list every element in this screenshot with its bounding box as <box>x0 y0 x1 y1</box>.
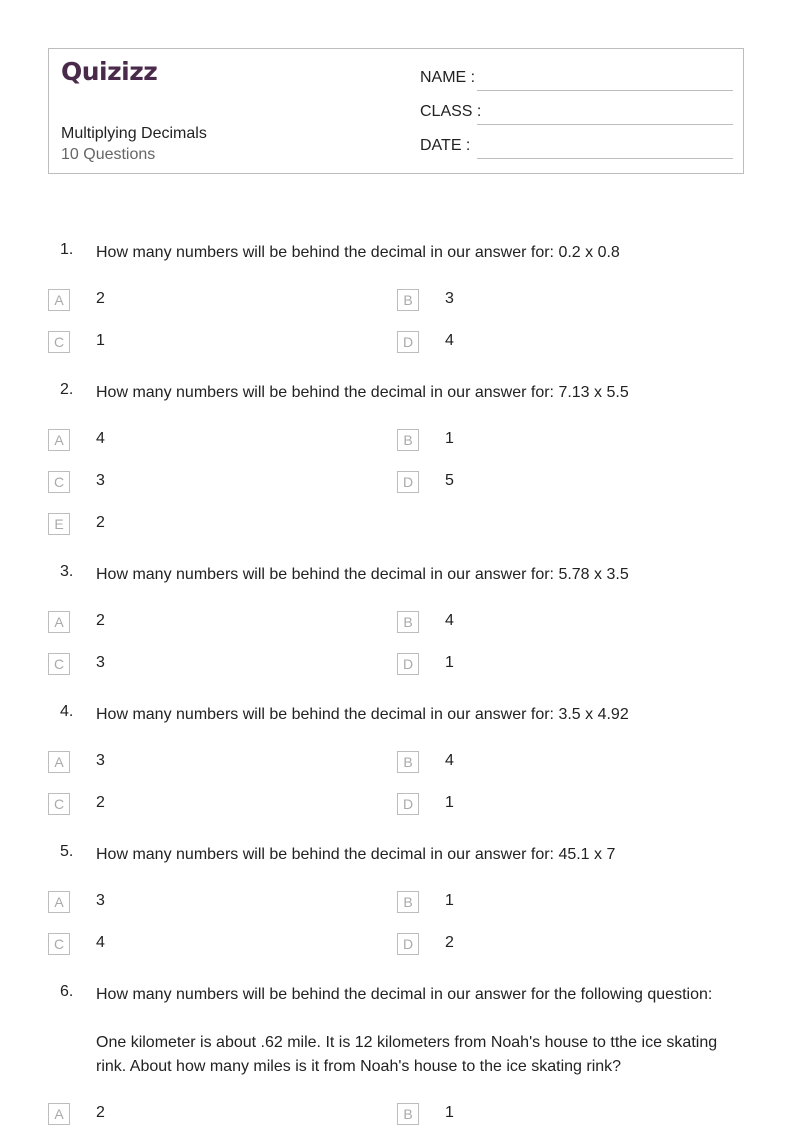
option-letter-box: B <box>397 611 419 633</box>
option-value: 1 <box>445 654 454 671</box>
option-c[interactable] <box>48 793 348 817</box>
option-value: 1 <box>96 332 105 349</box>
option-value: 2 <box>96 290 105 307</box>
option-letter-box: D <box>397 793 419 815</box>
option-d[interactable] <box>397 471 697 495</box>
option-a[interactable] <box>48 289 348 313</box>
question-text: How many numbers will be behind the decimal in our answer for: 5.78 x 3.5 <box>96 566 629 583</box>
option-c[interactable] <box>48 331 348 355</box>
option-a[interactable] <box>48 1103 348 1127</box>
name-field[interactable] <box>420 67 733 91</box>
option-letter-box: C <box>48 331 70 353</box>
option-value: 5 <box>445 472 454 489</box>
option-letter-box: D <box>397 653 419 675</box>
option-d[interactable] <box>397 331 697 355</box>
worksheet-header <box>48 48 744 174</box>
question-number: 2. <box>60 381 74 398</box>
option-letter-box: A <box>48 751 70 773</box>
option-value: 4 <box>96 430 105 447</box>
option-c[interactable] <box>48 933 348 957</box>
question-number: 1. <box>60 241 74 258</box>
name-line[interactable] <box>477 90 733 91</box>
option-letter-box: B <box>397 1103 419 1125</box>
question-number: 6. <box>60 983 74 1000</box>
option-d[interactable] <box>397 933 697 957</box>
option-letter-box: A <box>48 611 70 633</box>
option-letter-box: D <box>397 331 419 353</box>
option-letter-box: B <box>397 429 419 451</box>
option-letter-box: B <box>397 289 419 311</box>
option-value: 1 <box>445 794 454 811</box>
option-a[interactable] <box>48 611 348 635</box>
option-value: 4 <box>445 752 454 769</box>
option-c[interactable] <box>48 471 348 495</box>
option-b[interactable] <box>397 751 697 775</box>
option-letter-box: D <box>397 933 419 955</box>
option-b[interactable] <box>397 1103 697 1127</box>
option-letter-box: B <box>397 891 419 913</box>
question-text: How many numbers will be behind the decimal in our answer for: 0.2 x 0.8 <box>96 244 620 261</box>
option-value: 2 <box>96 1104 105 1121</box>
option-b[interactable] <box>397 611 697 635</box>
option-value: 2 <box>96 794 105 811</box>
option-letter-box: A <box>48 891 70 913</box>
question-count: 10 Questions <box>61 146 156 163</box>
question-word-problem: One kilometer is about .62 mile. It is 12 kilometers from Noah's house to tthe ice skating rink. About how many miles is it from Noah's house to the ice skating rink? <box>96 1034 718 1075</box>
class-line[interactable] <box>477 124 733 125</box>
option-value: 3 <box>96 752 105 769</box>
option-value: 3 <box>96 654 105 671</box>
option-value: 1 <box>445 1104 454 1121</box>
option-value: 2 <box>445 934 454 951</box>
option-value: 1 <box>445 430 454 447</box>
option-letter-box: A <box>48 1103 70 1125</box>
option-c[interactable] <box>48 653 348 677</box>
quizizz-logo: Quizizz <box>61 57 158 86</box>
class-label: CLASS : <box>420 103 482 120</box>
question-number: 5. <box>60 843 74 860</box>
option-value: 3 <box>445 290 454 307</box>
option-value: 1 <box>445 892 454 909</box>
option-b[interactable] <box>397 429 697 453</box>
option-a[interactable] <box>48 429 348 453</box>
option-value: 3 <box>96 892 105 909</box>
option-d[interactable] <box>397 793 697 817</box>
option-letter-box: B <box>397 751 419 773</box>
question-text <box>96 983 746 1079</box>
question-number: 3. <box>60 563 74 580</box>
option-value: 2 <box>96 612 105 629</box>
option-letter-box: E <box>48 513 70 535</box>
option-letter-box: D <box>397 471 419 493</box>
class-field[interactable] <box>420 101 733 125</box>
option-a[interactable] <box>48 751 348 775</box>
option-value: 4 <box>96 934 105 951</box>
option-letter-box: C <box>48 933 70 955</box>
option-value: 4 <box>445 612 454 629</box>
question-number: 4. <box>60 703 74 720</box>
option-value: 3 <box>96 472 105 489</box>
option-b[interactable] <box>397 891 697 915</box>
option-letter-box: A <box>48 429 70 451</box>
worksheet-title: Multiplying Decimals <box>61 125 207 142</box>
option-d[interactable] <box>397 653 697 677</box>
option-letter-box: A <box>48 289 70 311</box>
question-text: How many numbers will be behind the decimal in our answer for: 45.1 x 7 <box>96 846 616 863</box>
date-label: DATE : <box>420 137 471 154</box>
option-value: 2 <box>96 514 105 531</box>
option-letter-box: C <box>48 793 70 815</box>
name-label: NAME : <box>420 69 476 86</box>
option-b[interactable] <box>397 289 697 313</box>
option-letter-box: C <box>48 471 70 493</box>
option-e[interactable] <box>48 513 348 537</box>
date-field[interactable] <box>420 135 733 159</box>
question-text: How many numbers will be behind the decimal in our answer for: 3.5 x 4.92 <box>96 706 629 723</box>
question-text: How many numbers will be behind the decimal in our answer for: 7.13 x 5.5 <box>96 384 629 401</box>
option-letter-box: C <box>48 653 70 675</box>
option-a[interactable] <box>48 891 348 915</box>
question-prompt: How many numbers will be behind the decimal in our answer for the following question: <box>96 986 713 1003</box>
option-value: 4 <box>445 332 454 349</box>
date-line[interactable] <box>477 158 733 159</box>
